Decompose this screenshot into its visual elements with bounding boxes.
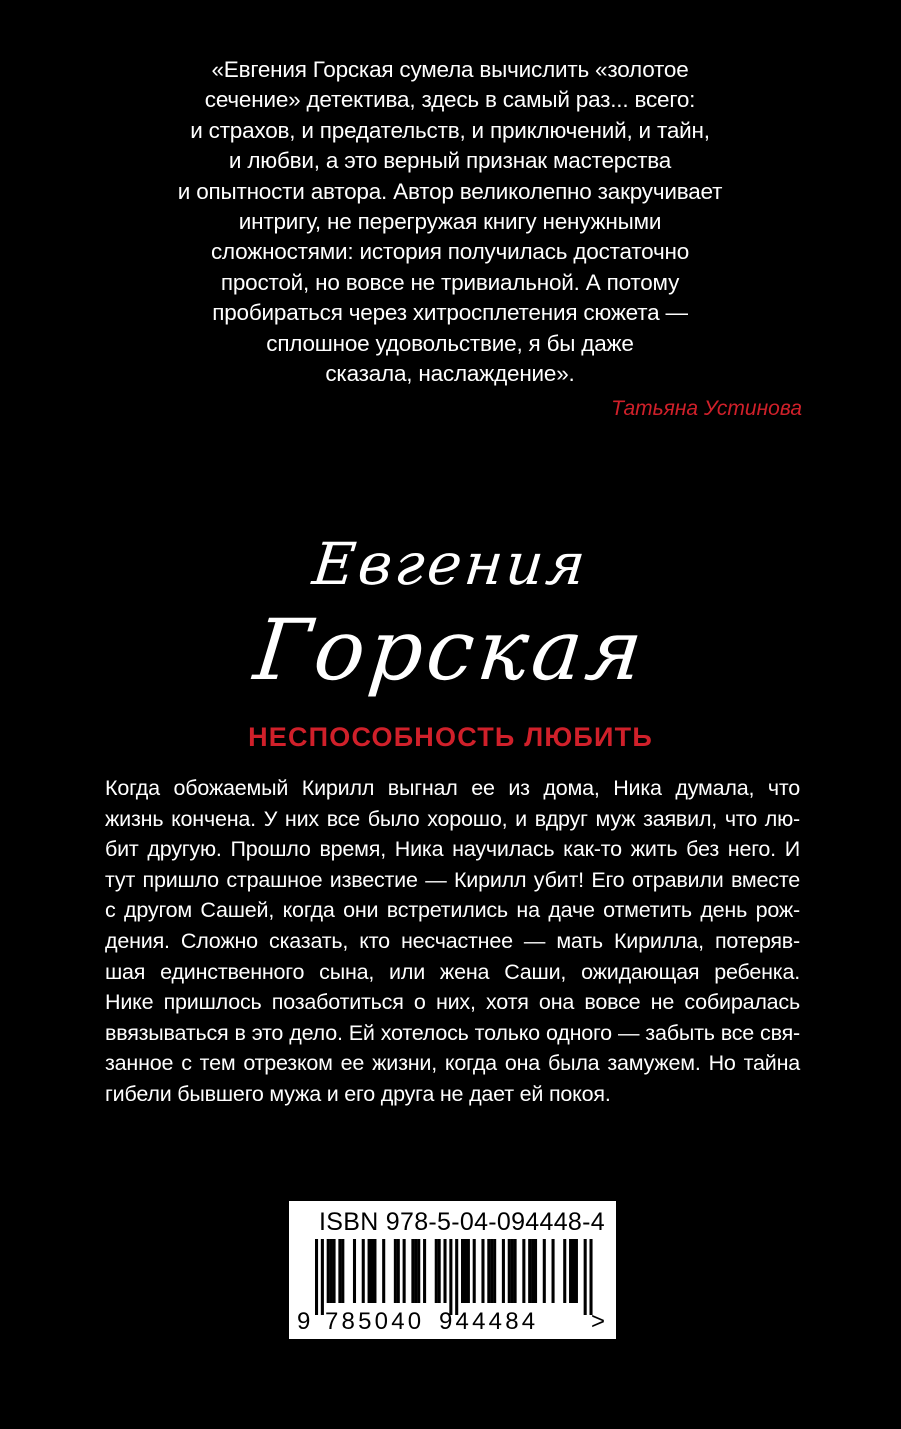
quote-line: пробираться через хитросплетения сюжета —	[212, 300, 688, 326]
quote-line: сказала, наслаждение».	[325, 361, 575, 387]
barcode-bar	[394, 1239, 397, 1303]
barcode-bar	[330, 1239, 333, 1303]
synopsis-line: Когда обожаемый Кирилл выгнал ее из дома, Ника думала, что	[105, 776, 800, 800]
barcode-left-digits: 785040	[325, 1308, 425, 1335]
quote-line: и опытности автора. Автор великолепно закручивает	[177, 178, 723, 204]
synopsis-line: с другом Сашей, когда они встретились на даче отметить день рож-	[105, 898, 800, 923]
author-first-name: Евгения	[309, 530, 592, 598]
synopsis-line: шая единственного сына, или жена Саши, ожидающая ребенка.	[105, 959, 800, 984]
barcode-bar	[461, 1239, 464, 1303]
barcode-digits	[289, 1307, 616, 1337]
barcode-bar	[341, 1239, 344, 1303]
barcode-lead-digit: 9	[297, 1308, 311, 1335]
quote-line: и страхов, и предательств, и приключений, и тайн,	[190, 117, 710, 143]
isbn-label: ISBN 978-5-04-094448-4	[319, 1208, 605, 1236]
barcode-guard-bar	[321, 1239, 324, 1315]
barcode-bar	[552, 1239, 555, 1303]
barcode-bar	[414, 1239, 417, 1303]
quote-line: сплошное удовольствие, я бы даже	[266, 330, 634, 356]
isbn-barcode	[289, 1201, 616, 1339]
barcode-bar	[368, 1239, 371, 1303]
barcode-bar	[403, 1239, 406, 1303]
quote-line: «Евгения Горская сумела вычислить «золотое	[211, 57, 689, 82]
barcode-bar	[543, 1239, 546, 1303]
barcode-bar	[464, 1239, 467, 1303]
quote-line: простой, но вовсе не тривиальной. А потому	[220, 269, 680, 295]
barcode-guard-bar	[315, 1239, 318, 1315]
barcode-bar	[373, 1239, 376, 1303]
barcode-bar	[528, 1239, 531, 1303]
quote-line: сечение» детектива, здесь в самый раз... всего:	[204, 87, 696, 113]
barcode-bar	[362, 1239, 365, 1303]
barcode-bar	[382, 1239, 385, 1303]
barcode-trailing-mark: >	[591, 1308, 606, 1335]
barcode-bar	[338, 1239, 341, 1303]
barcode-bar	[493, 1239, 496, 1303]
barcode-bar	[511, 1239, 514, 1303]
barcode-bar	[514, 1239, 517, 1303]
quote-line: сложностями: история получилась достаточно	[210, 239, 690, 265]
barcode-bar	[534, 1239, 537, 1303]
synopsis-line: бит другую. Прошло время, Ника научилась как-то жить без него. И	[105, 837, 800, 862]
barcode-guard-bar	[455, 1239, 458, 1315]
synopsis-line: дения. Сложно сказать, кто несчастнее — мать Кирилла, потеряв-	[105, 928, 800, 953]
barcode-bar	[502, 1239, 505, 1303]
synopsis-line: занное с тем отрезком ее жизни, когда она была замужем. Но тайна	[105, 1051, 800, 1076]
barcode-bar	[481, 1239, 484, 1303]
barcode-bar	[508, 1239, 511, 1303]
synopsis-line: Нике пришлось позаботиться о них, хотя она вовсе не собиралась	[105, 990, 800, 1015]
barcode-bar	[569, 1239, 572, 1303]
barcode-bar	[411, 1239, 414, 1303]
barcode-right-digits: 944484	[439, 1308, 539, 1335]
quote-attribution: Татьяна Устинова	[611, 397, 802, 420]
barcode-bar	[473, 1239, 476, 1303]
barcode-bar	[370, 1239, 373, 1303]
synopsis-line: гибели бывшего мужа и его друга не дает ей покоя.	[105, 1081, 611, 1106]
barcode-bar	[333, 1239, 336, 1303]
author-last-name: Горская	[249, 601, 652, 699]
barcode-bar	[327, 1239, 330, 1303]
barcode-guard-bar	[589, 1239, 592, 1315]
barcode-bar	[490, 1239, 493, 1303]
barcode-guard-bar	[584, 1239, 587, 1315]
barcode-bar	[467, 1239, 470, 1303]
barcode-bar	[572, 1239, 575, 1303]
review-quote	[120, 55, 780, 389]
book-synopsis	[105, 773, 800, 1110]
barcode-bar	[531, 1239, 534, 1303]
barcode-guard-bar	[449, 1239, 452, 1315]
barcode-bar	[438, 1239, 441, 1303]
barcode-bar	[522, 1239, 525, 1303]
barcode-bar	[563, 1239, 566, 1303]
barcode-bar	[575, 1239, 578, 1303]
book-title: НЕСПОСОБНОСТЬ ЛЮБИТЬ	[248, 722, 653, 752]
synopsis-line: тут пришло страшное известие — Кирилл убит! Его отравили вместе	[105, 867, 800, 892]
synopsis-line: жизнь кончена. У них все было хорошо, и вдруг муж заявил, что лю-	[105, 806, 800, 831]
quote-line: и любви, а это верный признак мастерства	[228, 148, 672, 174]
barcode-bar	[443, 1239, 446, 1303]
quote-line: интригу, не перегружая книгу ненужными	[238, 209, 662, 235]
barcode-bar	[397, 1239, 400, 1303]
barcode-bar	[353, 1239, 356, 1303]
barcode-bar	[417, 1239, 420, 1303]
synopsis-line: ввязываться в это дело. Ей хотелось только одного — забыть все свя-	[105, 1020, 800, 1045]
barcode-bar	[423, 1239, 426, 1303]
barcode-bar	[435, 1239, 438, 1303]
barcode-bar	[487, 1239, 490, 1303]
